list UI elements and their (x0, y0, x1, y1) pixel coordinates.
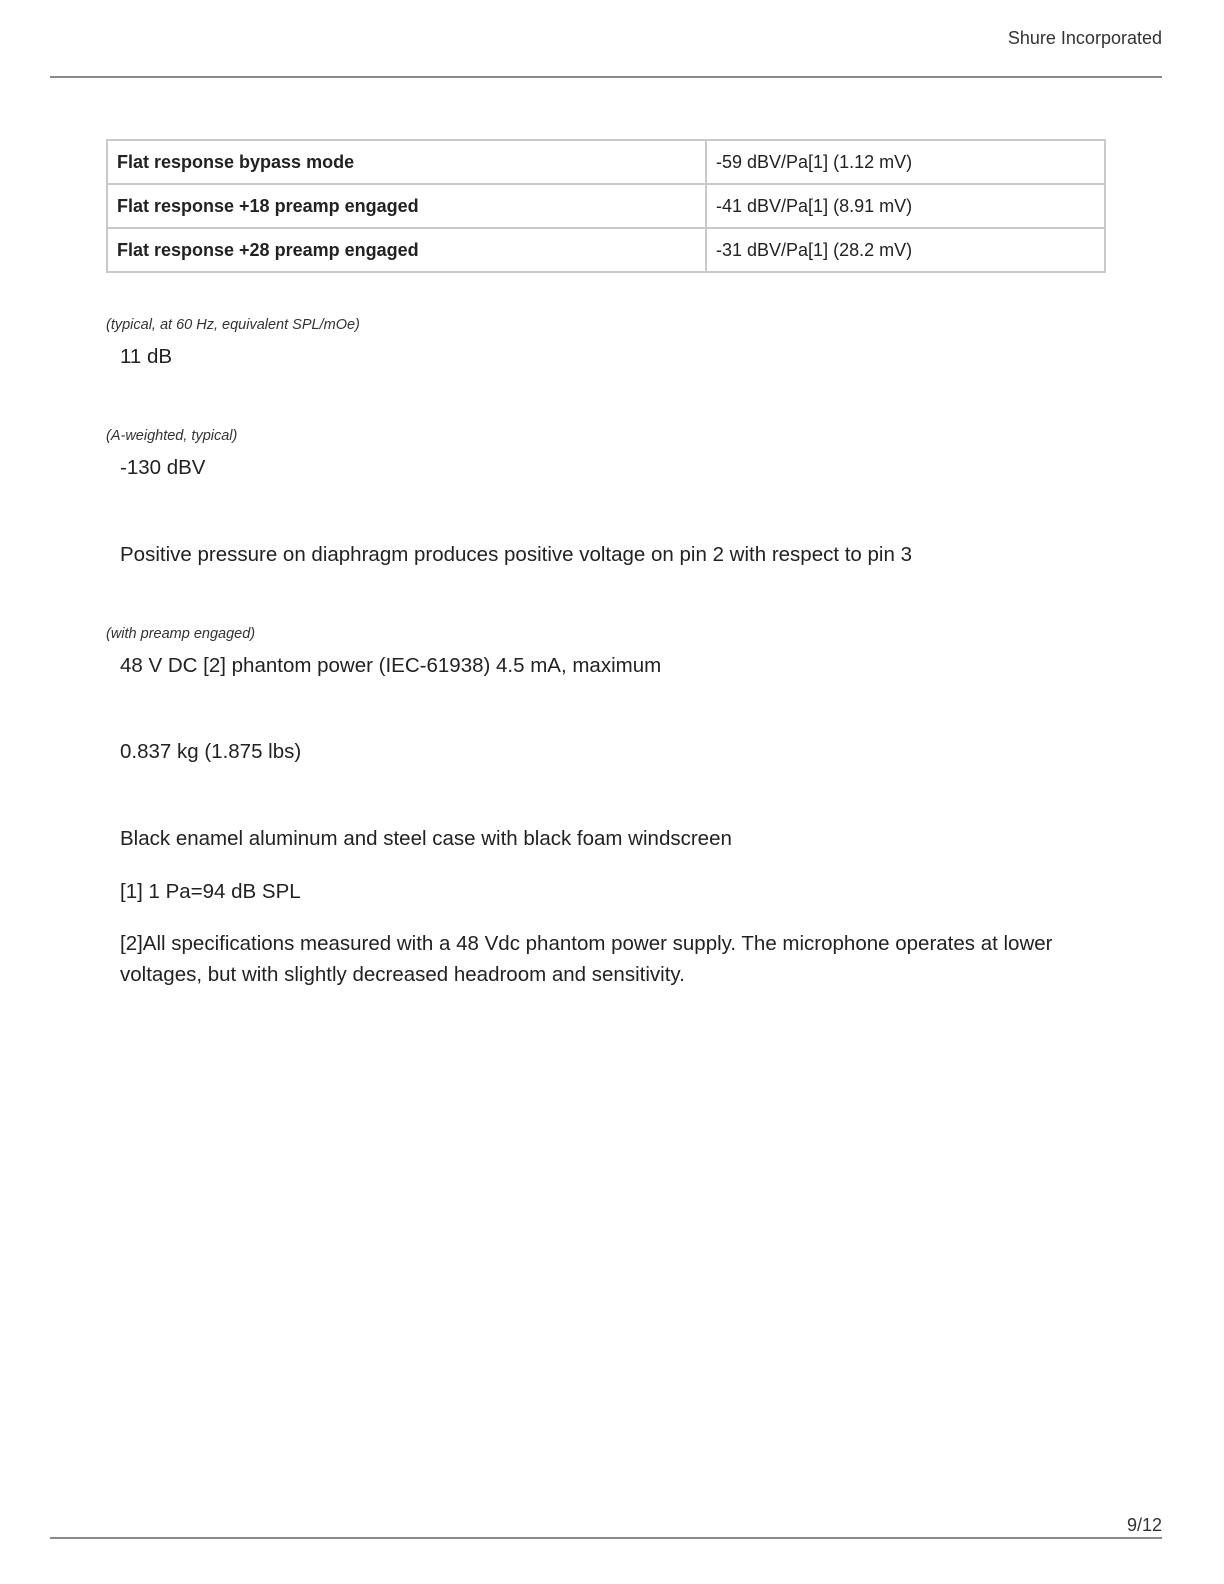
table-row-value: -41 dBV/Pa[1] (8.91 mV) (706, 184, 1105, 228)
table-row-label: Flat response bypass mode (107, 140, 706, 184)
page-number: 9/12 (1126, 1515, 1162, 1535)
table-row (107, 228, 1105, 272)
weight-value: 0.837 kg (1.875 lbs) (120, 740, 302, 763)
footnote-2: [2]All specifications measured with a 48 Vdc phantom power supply. The microphone operates at lower voltages, but with slightly decreased headroom and sensitivity. (120, 932, 1053, 986)
polarity-value: Positive pressure on diaphragm produces positive voltage on pin 2 with respect to pin 3 (120, 543, 912, 566)
table-row-value: -59 dBV/Pa[1] (1.12 mV) (706, 140, 1105, 184)
footnote-1: [1] 1 Pa=94 dB SPL (120, 880, 301, 903)
table-row-label: Flat response +28 preamp engaged (107, 228, 706, 272)
output-noise-value: -130 dBV (120, 456, 206, 479)
sensitivity-table (106, 139, 1106, 273)
header-divider (50, 76, 1162, 78)
housing-value: Black enamel aluminum and steel case with black foam windscreen (120, 827, 732, 850)
footer-divider (50, 1537, 1162, 1539)
table-row (107, 140, 1105, 184)
table-row-value: -31 dBV/Pa[1] (28.2 mV) (706, 228, 1105, 272)
table-row-label: Flat response +18 preamp engaged (107, 184, 706, 228)
output-noise-note: (A-weighted, typical) (106, 428, 238, 444)
header-company-name: Shure Incorporated (1007, 28, 1162, 48)
power-requirements-note: (with preamp engaged) (106, 626, 256, 642)
hum-pickup-value: 11 dB (120, 345, 173, 368)
table-row (107, 184, 1105, 228)
power-requirements-value: 48 V DC [2] phantom power (IEC-61938) 4.5 mA, maximum (120, 654, 662, 677)
hum-pickup-note: (typical, at 60 Hz, equivalent SPL/mOe) (106, 317, 360, 333)
